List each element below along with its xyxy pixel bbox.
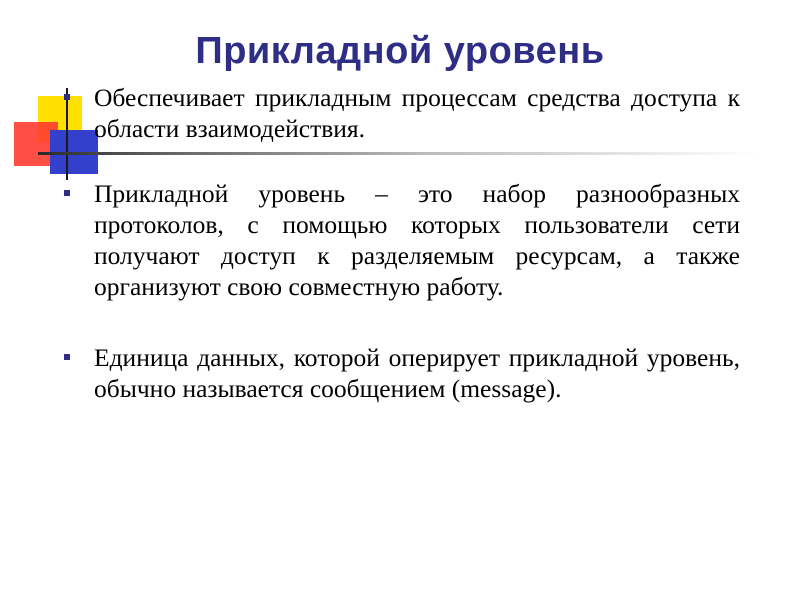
bullet-text: Обеспечивает прикладным процессам средства доступа к области взаимодействия. <box>94 83 740 143</box>
bullet-square-icon <box>64 190 70 196</box>
bullet-item <box>60 178 740 302</box>
slide-title: Прикладной уровень <box>195 30 605 72</box>
bullet-list <box>60 82 740 404</box>
bullet-item <box>60 342 740 404</box>
bullet-item <box>60 82 740 144</box>
bullet-square-icon <box>64 354 70 360</box>
bullet-square-icon <box>64 94 70 100</box>
bullet-text: Прикладной уровень – это набор разнообразных протоколов, с помощью которых пользователи сети получают доступ к разделяемым ресурсам, а также организуют свою совместную работу. <box>94 179 740 301</box>
bullet-text: Единица данных, которой оперирует прикладной уровень, обычно называется сообщением (message). <box>94 343 740 403</box>
